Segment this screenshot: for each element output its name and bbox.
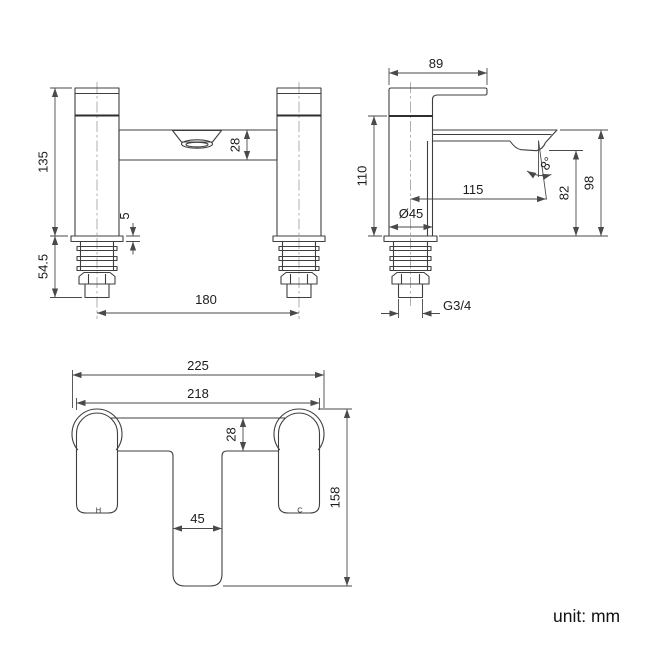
dim-180: 180 bbox=[195, 292, 217, 307]
dim-218: 218 bbox=[187, 386, 209, 401]
dim-28-front: 28 bbox=[227, 137, 243, 153]
cold-label: C bbox=[297, 505, 303, 515]
unit-label: unit: mm bbox=[553, 606, 621, 626]
dim-angle: 8° bbox=[537, 154, 557, 173]
dim-5: 5 bbox=[117, 212, 132, 220]
dim-45: 45 bbox=[190, 511, 205, 526]
dim-thread: G3/4 bbox=[443, 298, 472, 313]
hot-label: H bbox=[95, 505, 102, 515]
dim-225: 225 bbox=[187, 358, 209, 373]
dim-28-plan: 28 bbox=[223, 427, 239, 442]
dim-115: 115 bbox=[462, 182, 484, 197]
dim-54-5: 54.5 bbox=[35, 253, 51, 280]
dim-98: 98 bbox=[581, 175, 597, 191]
dim-82: 82 bbox=[556, 185, 572, 201]
dim-158: 158 bbox=[327, 486, 343, 509]
dim-89: 89 bbox=[428, 56, 444, 71]
dim-110: 110 bbox=[354, 165, 370, 187]
dim-135: 135 bbox=[35, 151, 51, 173]
dim-diameter: Ø45 bbox=[398, 206, 424, 221]
